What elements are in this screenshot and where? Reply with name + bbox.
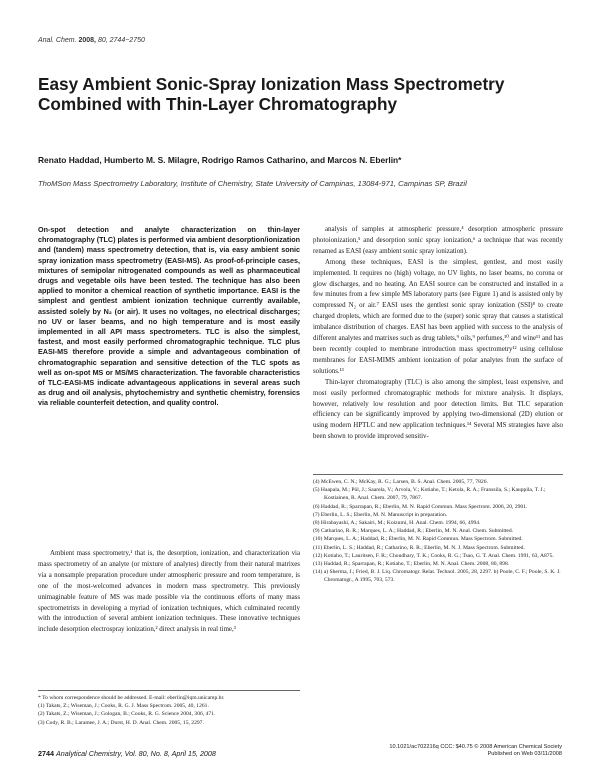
- reference-item: (11) Eberlin, L. S.; Haddad, R.; Catharino, R. R.; Eberlin, M. N. J. Mass Spectrom. Submitted.: [313, 544, 525, 551]
- correspondence-note: * To whom correspondence should be addressed. E-mail: eberlin@iqm.unicamp.br.: [38, 695, 225, 701]
- footer-doi: 10.1021/ac702216q CCC: $40.75 © 2008 American Chemical Society: [389, 744, 562, 750]
- reference-item: (2) Takats, Z.; Wiseman, J.; Gologan, B.; Cooks, R. G. Science 2004, 306, 471.: [38, 711, 216, 718]
- page-number: 2744: [38, 749, 54, 758]
- journal-abbrev: Anal. Chem.: [38, 37, 77, 44]
- reference-item: (12) Kotiaho, T.; Lauritsen, F. R.; Choudhary, T. K.; Cooks, R. G.; Tsao, G. T. Anal. Chem. 1991, 63, A875.: [313, 552, 554, 559]
- journal-year: 2008,: [78, 37, 97, 44]
- reference-item: (1) Takats, Z.; Wiseman, J.; Cooks, R. G. J. Mass Spectrom. 2005, 40, 1261.: [38, 703, 209, 710]
- reference-item: (8) Hirabayashi, A.; Sakairi, M.; Koizumi, H. Anal. Chem. 1994, 66, 4994.: [313, 520, 481, 527]
- reference-item: (9) Catharino, R. R.; Marques, L. A.; Haddad, R.; Eberlin, M. N. Anal. Chem. Submitted.: [313, 528, 514, 535]
- footer-published: Published on Web 03/11/2008: [487, 751, 562, 758]
- reference-item: (7) Eberlin, L. S.; Eberlin, M. N. Manuscript in preparation.: [313, 511, 448, 518]
- body-paragraph: Thin-layer chromatography (TLC) is also among the simplest, least expensive, and most easily performed chromatographic methods for mixture analysis. It displays, however, relatively low resolution and poor detection limits. But TLC separation efficiency can be significantly improved by applying two-dimensional (2D) elution or using modern HPTLC and new application techniques.¹⁴ Several MS strategies have also been shown to provide improved sensitiv-: [313, 378, 563, 441]
- reference-item: (6) Haddad, R.; Sparrapan, R.; Eberlin, M. N. Rapid Commun. Mass Spectrom. 2006, 20, 2901.: [313, 503, 528, 510]
- footnotes: [38, 690, 300, 727]
- right-column-body: [313, 225, 563, 443]
- body-paragraph: analysis of samples at atmospheric pressure,⁴ desorption atmospheric pressure photoionization,⁵ and desorption sonic spray ionization,⁶ a technique that was recently renamed as EASI (easy ambient sonic spray ionization).: [313, 226, 563, 255]
- reference-item: (10) Marques, L. A.; Haddad, R.; Eberlin, M. N. Rapid Commun. Mass Spectrom. Submitted.: [313, 536, 523, 543]
- author-list: Renato Haddad, Humberto M. S. Milagre, Rodrigo Ramos Catharino, and Marcos N. Eberlin*: [38, 155, 402, 165]
- page-footer: [38, 749, 216, 758]
- abstract: On-spot detection and analyte characterization on thin-layer chromatography (TLC) plates is performed via ambient desorption/ionization and (tandem) mass spectrometry detection, that is, via easy ambient sonic spray ionization mass spectrometry (EASI-MS). As proof-of-principle cases, mixtures of semipolar nitrogenated compounds as well as pharmaceutical drugs and vegetable oils have been tested. The technique has also been applied to monitor a chemical reaction of synthetic importance. EASI is the simplest and gentlest ambient ionization technique currently available, assisted solely by N₂ (or air). It uses no voltages, no electrical discharges; no UV or laser beams, and no high temperature and is most easily implemented in all API mass spectrometers. TLC is also the simplest, fastest, and most easily performed chromatographic technique. TLC plus EASI-MS therefore provide a simple and advantageous combination of chromatographic separation and sensitive detection of the TLC spots as well as on-spot MS or MS/MS characterization. The favorable characteristics of TLC-EASI-MS indicate advantageous applications in several areas such as drug and oil analysis, phytochemistry and synthetic chemistry, forensics via reliable counterfeit detection, and quality control.: [38, 225, 300, 408]
- journal-reference: [38, 37, 145, 44]
- reference-item: (4) McEwen, C. N.; McKay, R. G.; Larsen, B. S. Anal. Chem. 2005, 77, 7826.: [313, 479, 488, 485]
- affiliation: ThoMSon Mass Spectrometry Laboratory, Institute of Chemistry, State University of Campinas, 13084-971, Campinas SP, Brazil: [38, 179, 467, 188]
- reference-list: [313, 474, 563, 585]
- body-paragraph: Among these techniques, EASI is the simplest, gentlest, and most easily implemented. It requires no (high) voltage, no UV lights, no laser beams, no corona or glow discharges, and no heating. An EASI source can be constructed and installed in a few minutes from a few simple MS laboratory parts (see Figure 1) and is assisted only by compressed N₂ or air.⁷ EASI uses the gentlest sonic spray ionization (SSI)⁸ to create charged droplets, which are formed due to the (super) sonic spray that causes a statistical imbalance distribution of charges. EASI has been applied with success to the analysis of different analytes and matrixes such as drug tablets,⁹ oils,⁹ perfumes,¹⁰ and wine¹¹ and has been recently coupled to membrane introduction mass spectrometry¹² using cellulose membranes for EASI-MIMS ambient ionization of polar analytes from the surface of solutions.¹³: [313, 258, 563, 375]
- article-title: Easy Ambient Sonic-Spray Ionization Mass Spectrometry Combined with Thin-Layer Chromatography: [38, 74, 505, 114]
- reference-item: (14) a) Sherma, J.; Fried, B. J. Liq. Chromatogr. Relat. Technol. 2005, 28, 2297. b) Poole, C. F.; Poole, S. K. J. Chromatogr., A 1995, 703, 573.: [313, 569, 561, 584]
- intro-paragraph: Ambient mass spectrometry,¹ that is, the desorption, ionization, and characterization via mass spectrometry of an analyte (or mixture of analytes) directly from their natural matrixes via a nonsample preparation procedure under atmospheric pressure and room temperature, is one of the most-welcomed advances in modern mass spectrometry. This previously unimaginable feature of MS was made possible via the continuous efforts of many mass spectrometrists in developing a myriad of ionization techniques, which culminated recently with the introduction of several ambient ionization techniques. These innovative techniques include desorption electrospray ionization,² direct analysis in real time,³: [38, 550, 300, 634]
- footer-meta: [320, 744, 562, 759]
- reference-item: (13) Haddad, R.; Sparrapan, R.; Kotiaho, T.; Eberlin, M. N. Anal. Chem. 2008, 80, 898.: [313, 561, 510, 568]
- reference-item: (3) Cody, R. B.; Laramee, J. A.; Durst, H. D. Anal. Chem. 2005, 15, 2297.: [38, 719, 204, 726]
- footer-journal: Analytical Chemistry, Vol. 80, No. 8, April 15, 2008: [56, 749, 216, 758]
- reference-item: (5) Haapala, M.; Pöl, J.; Saarela, V.; Arvola, V.; Kotiaho, T.; Ketola, R. A.; Franssila, S.; Kauppila, T. J.; Kostiainen, R. Anal. Chem. 2007, 79, 7867.: [313, 487, 546, 502]
- journal-vol-pages: 80, 2744−2750: [97, 37, 145, 44]
